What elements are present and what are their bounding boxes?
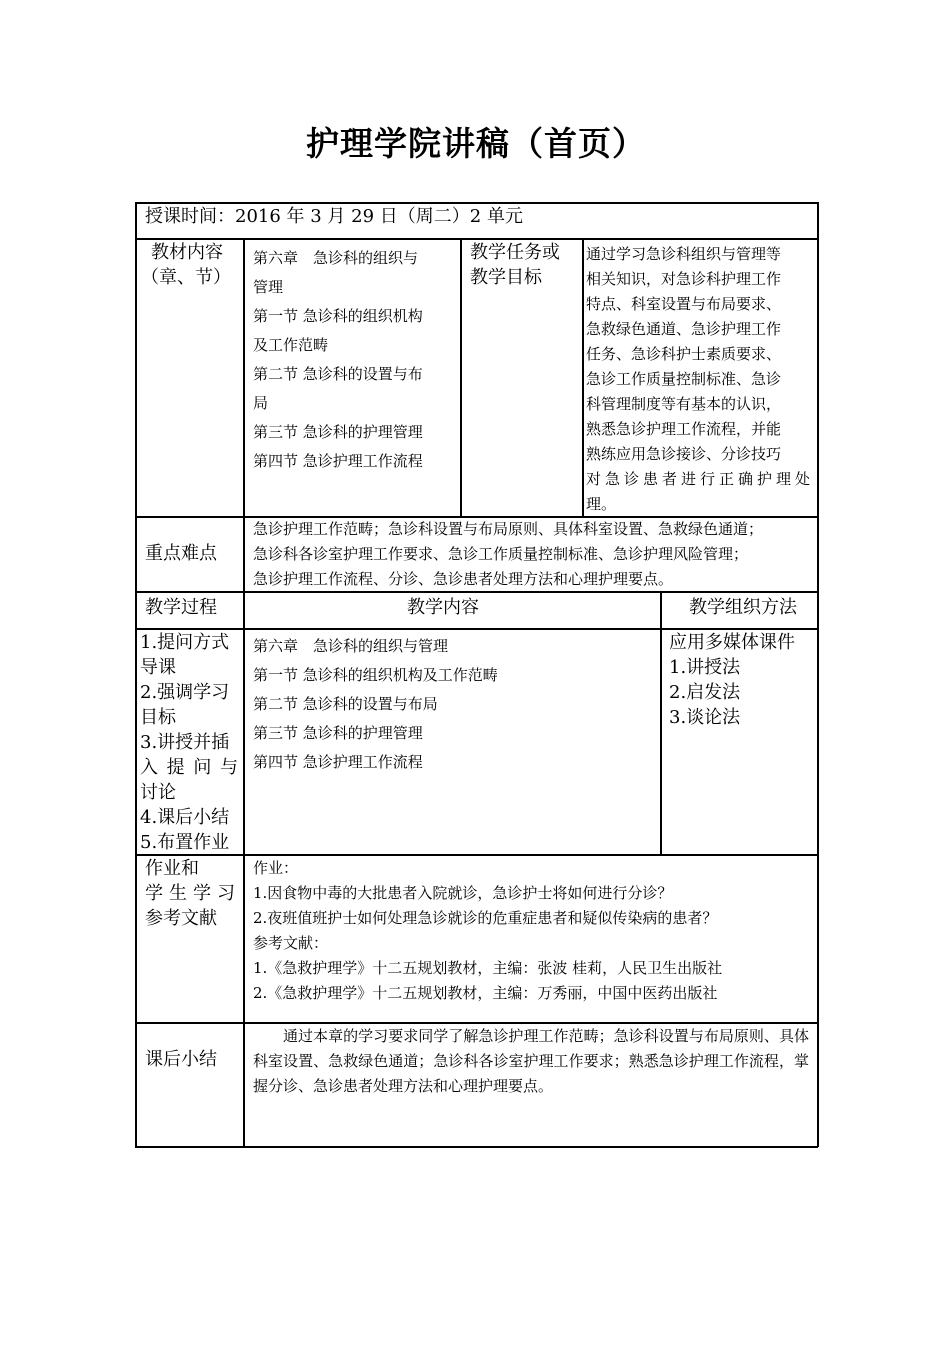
textbook-content — [253, 244, 423, 476]
key-points-line: 急诊护理工作流程、分诊、急诊患者处理方法和心理护理要点。 — [253, 570, 674, 588]
objectives-line: 任务、急诊科护士素质要求、 — [586, 345, 782, 363]
process-header-methods: 教学组织方法 — [689, 597, 797, 618]
homework-label-line: 学生学习 — [145, 883, 235, 904]
objectives-line: 相关知识，对急诊科护理工作 — [586, 270, 782, 288]
homework-line: 2.《急救护理学》十二五规划教材，主编：万秀丽，中国中医药出版社 — [253, 984, 718, 1002]
objectives-line: 科管理制度等有基本的认识， — [586, 395, 782, 413]
key-points-content — [253, 517, 763, 592]
homework-label-line: 参考文献 — [145, 908, 217, 929]
textbook-line: 第二节 急诊科的设置与布 — [253, 365, 423, 383]
col-divider — [460, 238, 462, 516]
lecture-table — [135, 202, 818, 1147]
textbook-line: 局 — [253, 394, 269, 412]
process-step-line: 目标 — [140, 707, 176, 728]
homework-label-line: 作业和 — [145, 858, 199, 879]
homework-line: 参考文献： — [253, 934, 329, 952]
col-divider — [660, 591, 662, 854]
process-method-line: 2.启发法 — [669, 682, 741, 703]
textbook-line: 第三节 急诊科的护理管理 — [253, 423, 423, 441]
process-step-line: 讨论 — [140, 782, 176, 803]
homework-line: 1.《急救护理学》十二五规划教材，主编：张波 桂莉，人民卫生出版社 — [253, 959, 723, 977]
summary-text: 通过本章的学习要求同学了解急诊护理工作范畴；急诊科设置与布局原则、具体科室设置、急救绿色通道；急诊科各诊室护理工作要求；熟悉急诊护理工作流程，掌握分诊、急诊患者处理方法和心理护理要点。 — [253, 1027, 809, 1095]
homework-content — [253, 856, 722, 1006]
process-step-line: 4.课后小结 — [140, 807, 230, 828]
process-header-content: 教学内容 — [407, 597, 479, 618]
objectives-line: 理。 — [586, 495, 617, 513]
textbook-line: 第一节 急诊科的组织机构 — [253, 307, 423, 325]
objectives-line: 熟悉急诊护理工作流程，并能 — [586, 420, 782, 438]
table-border-left — [135, 202, 137, 1147]
key-points-line: 急诊科各诊室护理工作要求、急诊工作质量控制标准、急诊护理风险管理； — [253, 545, 749, 563]
table-border-right — [817, 202, 819, 1147]
textbook-line: 管理 — [253, 278, 284, 296]
col-divider — [243, 238, 245, 1147]
process-step-line: 导课 — [140, 657, 176, 678]
key-points-line: 急诊护理工作范畴；急诊科设置与布局原则、具体科室设置、急救绿色通道； — [253, 520, 764, 538]
process-steps — [140, 630, 238, 855]
textbook-line: 第六章 急诊科的组织与 — [253, 249, 419, 267]
process-content-line: 第三节 急诊科的护理管理 — [253, 724, 423, 742]
process-step-line: 入提问与 — [140, 757, 238, 778]
homework-line: 2.夜班值班护士如何处理急诊就诊的危重症患者和疑似传染病的患者？ — [253, 909, 718, 927]
key-points-label: 重点难点 — [145, 543, 217, 564]
process-content-line: 第六章 急诊科的组织与管理 — [253, 637, 449, 655]
textbook-line: 第四节 急诊护理工作流程 — [253, 452, 423, 470]
objectives-line: 特点、科室设置与布局要求、 — [586, 295, 782, 313]
process-header-steps: 教学过程 — [145, 597, 217, 618]
homework-line: 作业： — [253, 859, 299, 877]
col-divider — [582, 238, 584, 516]
objectives-line: 通过学习急诊科组织与管理等 — [586, 245, 782, 263]
homework-label — [145, 856, 235, 931]
objectives-line: 急诊工作质量控制标准、急诊 — [586, 370, 782, 388]
objectives-label: 教学任务或 — [470, 242, 560, 263]
process-methods — [669, 630, 795, 730]
objectives-line: 急救绿色通道、急诊护理工作 — [586, 320, 782, 338]
objectives-line: 熟练应用急诊接诊、分诊技巧 — [586, 445, 782, 463]
process-step-line: 3.讲授并插 — [140, 732, 230, 753]
process-method-line: 应用多媒体课件 — [669, 632, 795, 653]
table-border-bottom — [135, 1146, 818, 1148]
page-title: 护理学院讲稿（首页） — [306, 124, 646, 163]
process-method-line: 3.谈论法 — [669, 707, 741, 728]
process-content-line: 第二节 急诊科的设置与布局 — [253, 695, 438, 713]
textbook-label: 教材内容 — [151, 242, 223, 263]
homework-line: 1.因食物中毒的大批患者入院就诊，急诊护士将如何进行分诊？ — [253, 884, 673, 902]
process-step-line: 1.提问方式 — [140, 632, 230, 653]
objectives-line: 对急诊患者进行正确护理处 — [586, 470, 810, 488]
summary-label: 课后小结 — [145, 1049, 217, 1070]
process-step-line: 5.布置作业 — [140, 832, 230, 853]
process-method-line: 1.讲授法 — [669, 657, 741, 678]
process-content-line: 第四节 急诊护理工作流程 — [253, 753, 423, 771]
process-content-line: 第一节 急诊科的组织机构及工作范畴 — [253, 666, 498, 684]
process-step-line: 2.强调学习 — [140, 682, 230, 703]
textbook-label-sub: （章、节） — [141, 267, 231, 288]
objectives-content — [586, 242, 810, 517]
objectives-label-sub: 教学目标 — [470, 267, 542, 288]
process-content — [253, 632, 498, 777]
textbook-line: 及工作范畴 — [253, 336, 329, 354]
lecture-time: 授课时间：2016 年 3 月 29 日（周二）2 单元 — [145, 206, 523, 227]
